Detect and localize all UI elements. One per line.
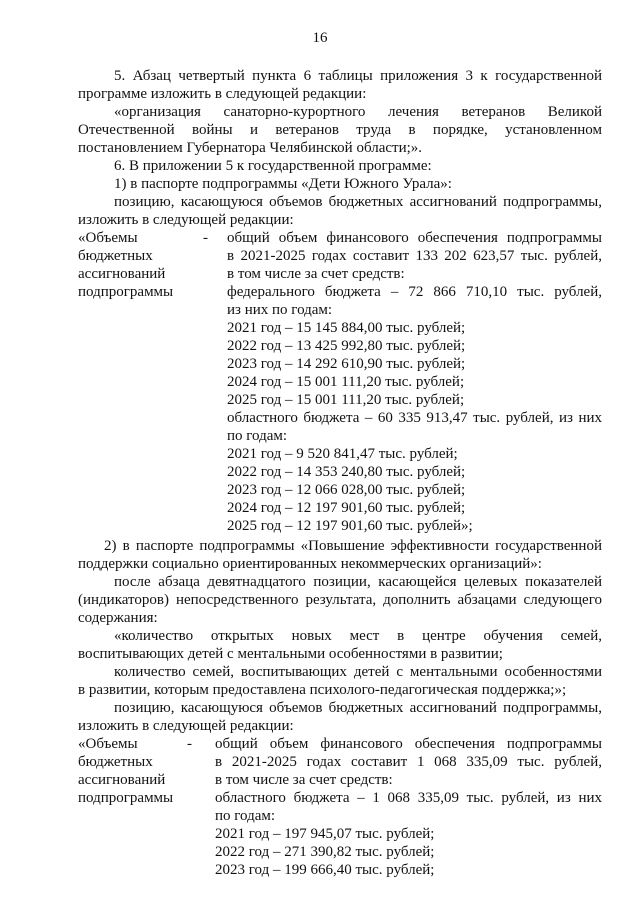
after-paragraph-line-2: (индикаторов) непосредственного результата, дополнить абзацами следующего xyxy=(78,592,602,608)
quote-3-line-2: в развитии, которым предоставлена психолого-педагогическая поддержка;»; xyxy=(78,682,567,698)
table-1-label-line: «Объемы xyxy=(78,230,138,246)
table-2-value-line: 2022 год – 271 390,82 тыс. рублей; xyxy=(215,844,435,860)
table-1-value-line: федерального бюджета – 72 866 710,10 тыс. рублей, xyxy=(227,284,602,300)
table-2-value-line: по годам: xyxy=(215,808,276,824)
quote-1-line-3: постановлением Губернатора Челябинской области;». xyxy=(78,140,423,156)
table-2-label-line: подпрограммы xyxy=(78,790,174,806)
table-2-value-line: в том числе за счет средств: xyxy=(215,772,393,788)
paragraph-6: 6. В приложении 5 к государственной программе: xyxy=(114,158,432,174)
table-1-value-line: 2025 год – 15 001 111,20 тыс. рублей; xyxy=(227,392,465,408)
quote-1-line-2: Отечественной войны и ветеранов труда в порядке, установленном xyxy=(78,122,602,138)
table-1-value-line: из них по годам: xyxy=(227,302,333,318)
table-2-label-line: бюджетных xyxy=(78,754,153,770)
table-2-value-line: областного бюджета – 1 068 335,09 тыс. рублей, из них xyxy=(215,790,602,806)
table-1-value-line: 2022 год – 14 353 240,80 тыс. рублей; xyxy=(227,464,466,480)
quote-3-line-1: количество семей, воспитывающих детей с ментальными особенностями xyxy=(114,664,602,680)
table-1-value-line: в том числе за счет средств: xyxy=(227,266,405,282)
table-1-label-line: бюджетных xyxy=(78,248,153,264)
subitem-2-line-1: 2) в паспорте подпрограммы «Повышение эффективности государственной xyxy=(104,538,602,554)
table-1-value-line: 2024 год – 12 197 901,60 тыс. рублей; xyxy=(227,500,466,516)
paragraph-5-line-1: 5. Абзац четвертый пункта 6 таблицы приложения 3 к государственной xyxy=(114,68,602,84)
position-1-line-2: изложить в следующей редакции: xyxy=(78,212,294,228)
table-2-value-line: общий объем финансового обеспечения подпрограммы xyxy=(215,736,602,752)
table-1-value-line: областного бюджета – 60 335 913,47 тыс. рублей, из них xyxy=(227,410,602,426)
table-2-label-line: «Объемы xyxy=(78,736,138,752)
table-1-value-line: 2021 год – 9 520 841,47 тыс. рублей; xyxy=(227,446,458,462)
after-paragraph-line-1: после абзаца девятнадцатого позиции, касающейся целевых показателей xyxy=(114,574,602,590)
position-1-line-1: позицию, касающуюся объемов бюджетных ассигнований подпрограммы, xyxy=(114,194,602,210)
page-number: 16 xyxy=(312,30,328,46)
quote-2-line-2: воспитывающих детей с ментальными особенностями в развитии; xyxy=(78,646,503,662)
table-1-value-line: по годам: xyxy=(227,428,288,444)
table-1-value-line: 2024 год – 15 001 111,20 тыс. рублей; xyxy=(227,374,465,390)
table-2-label-line: ассигнований xyxy=(78,772,166,788)
table-2-value-line: 2023 год – 199 666,40 тыс. рублей; xyxy=(215,862,435,878)
table-2-value-line: 2021 год – 197 945,07 тыс. рублей; xyxy=(215,826,435,842)
table-1-label-line: ассигнований xyxy=(78,266,166,282)
table-1-value-line: общий объем финансового обеспечения подпрограммы xyxy=(227,230,602,246)
position-2-line-1: позицию, касающуюся объемов бюджетных ассигнований подпрограммы, xyxy=(114,700,602,716)
table-1-value-line: 2023 год – 12 066 028,00 тыс. рублей; xyxy=(227,482,466,498)
table-2-dash: - xyxy=(187,736,192,752)
table-1-value-line: 2023 год – 14 292 610,90 тыс. рублей; xyxy=(227,356,466,372)
position-2-line-2: изложить в следующей редакции: xyxy=(78,718,294,734)
paragraph-5-line-2: программе изложить в следующей редакции: xyxy=(78,86,367,102)
table-1-label-line: подпрограммы xyxy=(78,284,174,300)
table-1-value-line: 2022 год – 13 425 992,80 тыс. рублей; xyxy=(227,338,466,354)
table-1-dash: - xyxy=(203,230,208,246)
table-2-value-line: в 2021-2025 годах составит 1 068 335,09 тыс. рублей, xyxy=(215,754,602,770)
quote-1-line-1: «организация санаторно-курортного лечения ветеранов Великой xyxy=(114,104,602,120)
table-1-value-line: в 2021-2025 годах составит 133 202 623,57 тыс. рублей, xyxy=(227,248,602,264)
subitem-2-line-2: поддержки социально ориентированных некоммерческих организаций»: xyxy=(78,556,542,572)
quote-2-line-1: «количество открытых новых мест в центре обучения семей, xyxy=(114,628,602,644)
subitem-1: 1) в паспорте подпрограммы «Дети Южного Урала»: xyxy=(114,176,452,192)
table-1-value-line: 2021 год – 15 145 884,00 тыс. рублей; xyxy=(227,320,466,336)
after-paragraph-line-3: содержания: xyxy=(78,610,158,626)
table-1-value-line: 2025 год – 12 197 901,60 тыс. рублей»; xyxy=(227,518,473,534)
